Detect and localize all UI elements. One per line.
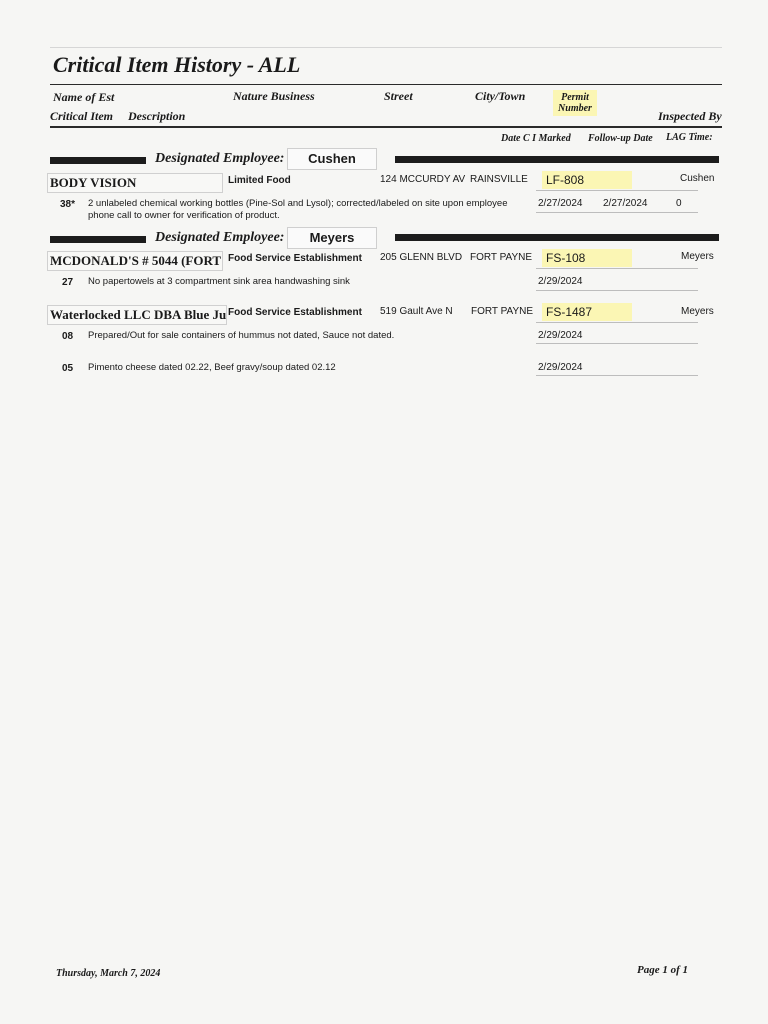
group-bar-right: [395, 156, 719, 163]
inspected-by: Meyers: [681, 251, 714, 262]
col-lag-time: LAG Time:: [666, 132, 713, 143]
establishment-street: 124 MCCURDY AV: [380, 174, 466, 185]
establishment-nature: Limited Food: [228, 175, 291, 186]
critical-item-description: Prepared/Out for sale containers of hummus not dated, Sauce not dated.: [88, 330, 395, 341]
col-description: Description: [128, 109, 186, 123]
page-number: Page 1 of 1: [637, 964, 689, 976]
permit-number: FS-108: [542, 249, 632, 267]
row-underline: [536, 322, 698, 323]
establishment-street: 519 Gault Ave N: [380, 306, 453, 317]
lag-time: 0: [676, 198, 682, 209]
followup-date: 2/27/2024: [603, 198, 648, 209]
establishment-name: BODY VISION: [47, 173, 223, 193]
critical-item-code: 27: [62, 277, 74, 288]
permit-number: LF-808: [542, 171, 632, 189]
establishment-city: FORT PAYNE: [471, 306, 534, 317]
establishment-city: FORT PAYNE: [470, 252, 533, 263]
critical-item-code: 05: [62, 363, 74, 374]
title-rule: [50, 84, 722, 85]
date-ci-marked: 2/29/2024: [538, 330, 583, 341]
critical-item-description: No papertowels at 3 compartment sink area handwashing sink: [88, 276, 350, 287]
row-underline: [536, 375, 698, 376]
row-underline: [536, 290, 698, 291]
header-rule: [50, 126, 722, 128]
col-date-ci-marked: Date C I Marked: [501, 133, 571, 144]
establishment-name: Waterlocked LLC DBA Blue Ju: [47, 305, 227, 325]
designated-employee-label: Designated Employee:: [155, 230, 285, 245]
critical-item-code: 38*: [60, 199, 76, 210]
critical-item-description: 2 unlabeled chemical working bottles (Pine-Sol and Lysol); corrected/labeled on site upon employee phone call to owner for verification of product.: [88, 198, 508, 221]
col-followup-date: Follow-up Date: [588, 133, 653, 144]
establishment-nature: Food Service Establishment: [228, 253, 362, 264]
col-inspected-by: Inspected By: [658, 109, 722, 123]
establishment-name: MCDONALD'S # 5044 (FORT: [47, 251, 223, 271]
col-city-town: City/Town: [475, 89, 526, 103]
permit-number: FS-1487: [542, 303, 632, 321]
row-underline: [536, 268, 698, 269]
group-bar-left: [50, 236, 146, 243]
designated-employee-name: Meyers: [287, 227, 377, 249]
col-critical-item: Critical Item: [50, 109, 113, 123]
col-nature-business: Nature Business: [233, 89, 315, 103]
critical-item-description: Pimento cheese dated 02.22, Beef gravy/soup dated 02.12: [88, 362, 336, 373]
inspected-by: Meyers: [681, 306, 714, 317]
col-permit-number: Permit Number: [553, 90, 597, 116]
footer-date: Thursday, March 7, 2024: [56, 968, 161, 979]
designated-employee-label: Designated Employee:: [155, 151, 285, 166]
row-underline: [536, 190, 698, 191]
date-ci-marked: 2/29/2024: [538, 276, 583, 287]
date-ci-marked: 2/27/2024: [538, 198, 583, 209]
group-bar-right: [395, 234, 719, 241]
inspected-by: Cushen: [680, 173, 715, 184]
row-underline: [536, 212, 698, 213]
establishment-nature: Food Service Establishment: [228, 307, 362, 318]
critical-item-code: 08: [62, 331, 74, 342]
col-name-of-est: Name of Est: [53, 90, 115, 104]
top-rule: [50, 47, 722, 48]
row-underline: [536, 343, 698, 344]
group-bar-left: [50, 157, 146, 164]
report-title: Critical Item History - ALL: [53, 52, 301, 77]
establishment-street: 205 GLENN BLVD: [380, 252, 463, 263]
col-street: Street: [384, 89, 413, 103]
date-ci-marked: 2/29/2024: [538, 362, 583, 373]
establishment-city: RAINSVILLE: [470, 174, 528, 185]
designated-employee-name: Cushen: [287, 148, 377, 170]
